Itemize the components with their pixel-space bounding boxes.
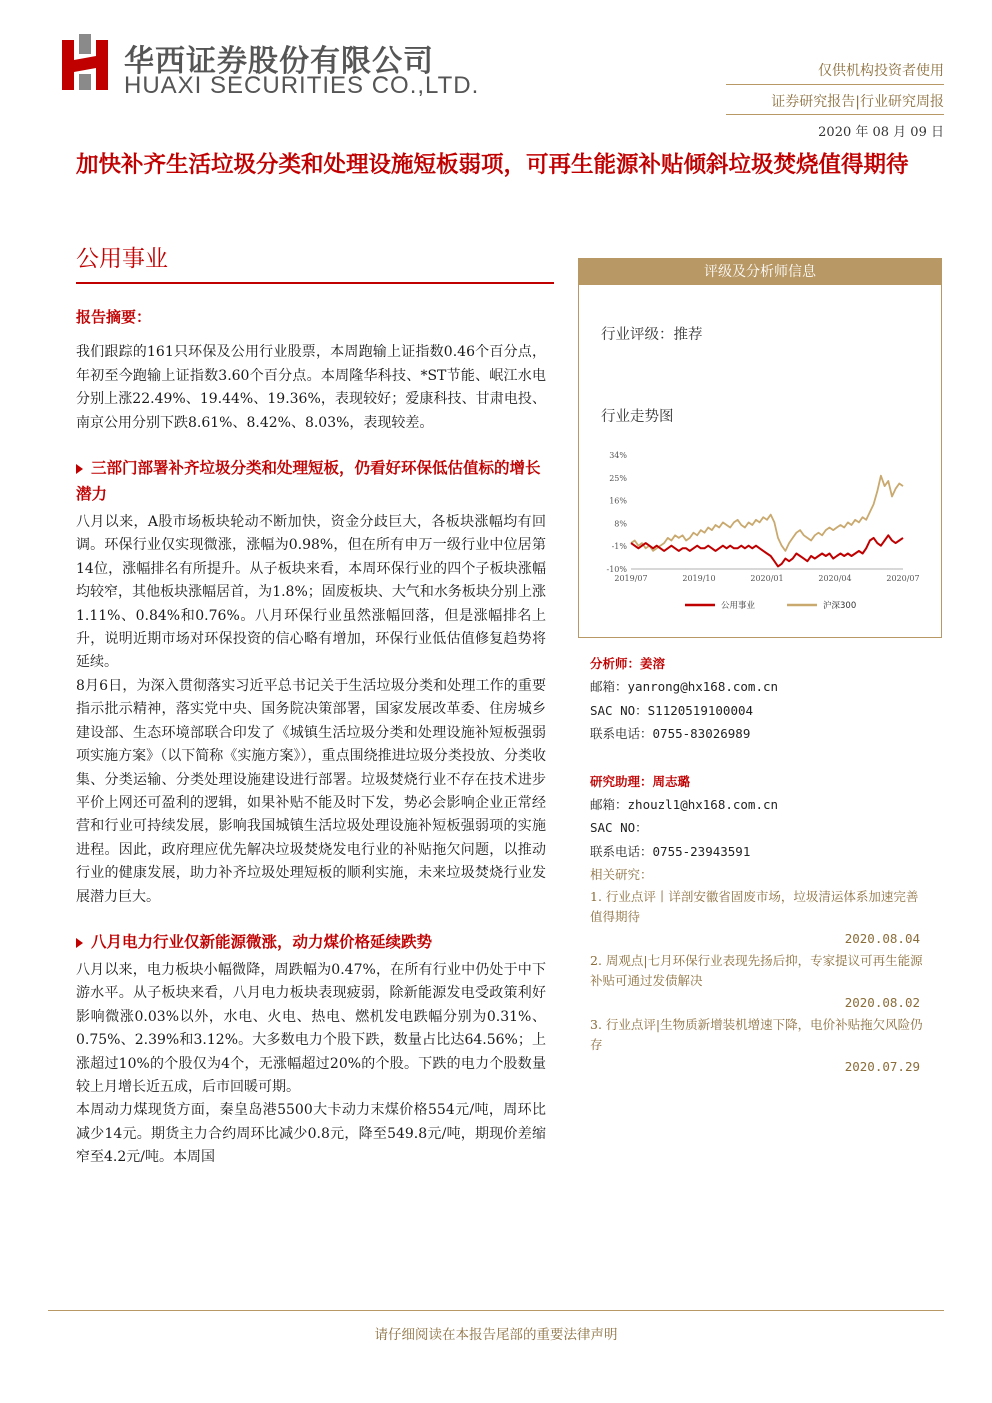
- assistant-email-line: 邮箱：zhouzl1@hx168.com.cn: [590, 797, 779, 813]
- section-heading: 三部门部署补齐垃圾分类和处理短板，仍看好环保低估值标的增长潜力: [76, 458, 541, 504]
- related-label: 相关研究：: [590, 867, 653, 883]
- x-tick-label: 2020/04: [818, 574, 852, 583]
- legal-notice: 请仔细阅读在本报告尾部的重要法律声明: [374, 1327, 618, 1343]
- series-line-csi300: [631, 476, 903, 551]
- legend-label: 公用事业: [721, 601, 756, 611]
- related-date: 2020.07.29: [844, 1058, 920, 1074]
- analyst-email-line: 邮箱：yanrong@hx168.com.cn: [590, 679, 779, 695]
- analyst-email: yanrong@hx168.com.cn: [627, 679, 779, 695]
- report-title: 加快补齐生活垃圾分类和处理设施短板弱项，可再生能源补贴倾斜垃圾焚烧值得期待: [76, 152, 909, 178]
- assistant-name: 研究助理：周志璐: [590, 773, 691, 789]
- trend-chart-label: 行业走势图: [601, 409, 674, 425]
- section-paragraph: 8月6日，为深入贯彻落实习近平总书记关于生活垃圾分类和处理工作的重要指示批示精神，落实党中央、国务院决策部署，国家发展改革委、住房城乡建设部、生态环境部联合印发了《城镇生活垃圾分类和处理设施补短板强弱项实施方案》（以下简称《实施方案》），重点围绕推进垃圾分类投放、分类收集、分类运输、分类处理设施建设进行部署。垃圾焚烧行业不存在技术进步平价上网还可盈利的逻辑，如果补贴不能及时下发，势必会影响企业正常经营和行业可持续发展，影响我国城镇生活垃圾处理设施补短板强弱项的实施进程。因此，政府理应优先解决垃圾焚烧发电行业的补贴拖欠问题，以推动行业的健康发展，助力补齐垃圾处理短板的顺利实施，未来垃圾焚烧行业发展潜力巨大。: [76, 677, 546, 905]
- abstract-label: 报告摘要：: [76, 308, 152, 326]
- abstract-text: 我们跟踪的161只环保及公用行业股票，本周跑输上证指数0.46个百分点，年初至今跑输上证指数3.60个百分点。本周隆华科技、*ST节能、岷江水电分别上涨22.49%、19.44%、19.36%，表现较好；爱康科技、甘肃电投、南京公用分别下跌8.61%、8.42%、8.03%，表现较差。: [76, 344, 546, 431]
- trend-chart: [587, 441, 937, 631]
- section-paragraph: 八月以来，电力板块小幅微降，周跌幅为0.47%，在所有行业中仍处于中下游水平。从子板块来看，八月电力板块表现疲弱，除新能源发电受政策利好影响微涨0.03%以外，水电、火电、热电、燃机发电跌幅分别为0.31%、0.75%、2.39%和3.12%。大多数电力个股下跌，数量占比达64.56%；上涨超过10%的个股仅为4个，无涨幅超过20%的个股。下跌的电力个股数量较上月增长近五成，后市回暖可期。: [76, 961, 546, 1095]
- x-tick-label: 2020/07: [886, 574, 920, 583]
- analyst-info: [590, 652, 930, 1079]
- x-tick-label: 2019/07: [614, 574, 648, 583]
- huaxi-logo-icon: [62, 34, 110, 90]
- report-type: 证券研究报告|行业研究周报: [771, 94, 944, 110]
- analyst-phone-line: 联系电话：0755-83026989: [590, 726, 751, 742]
- sector-name: 公用事业: [76, 246, 168, 272]
- header-divider: [726, 114, 944, 115]
- y-tick-label: -10%: [606, 565, 627, 574]
- related-date: 2020.08.02: [844, 994, 920, 1010]
- company-name-en: HUAXI SECURITIES CO.,LTD.: [124, 72, 480, 99]
- analyst-name: 分析师：姜溶: [590, 656, 666, 671]
- assistant-email: zhouzl1@hx168.com.cn: [627, 797, 779, 813]
- panel-heading: 评级及分析师信息: [579, 259, 941, 285]
- assistant-phone: 0755-23943591: [652, 843, 751, 859]
- y-tick-label: -1%: [611, 542, 627, 552]
- report-date: 2020 年 08 月 09 日: [818, 125, 944, 140]
- rating-value: 推荐: [673, 327, 703, 343]
- sector-divider: [76, 282, 554, 284]
- x-tick-label: 2019/10: [682, 574, 716, 583]
- section-heading: 八月电力行业仅新能源微涨，动力煤价格延续跌势: [76, 929, 546, 955]
- analyst-sac-line: SAC NO：S1120519100004: [590, 702, 754, 718]
- header-divider: [726, 84, 944, 85]
- assistant-sac-line: SAC NO：: [590, 820, 648, 836]
- related-item: 1. 行业点评丨详剖安徽省固废市场，垃圾清运体系加速完善值得期待 2020.08.04: [590, 887, 930, 951]
- triangle-bullet-icon: [76, 464, 83, 474]
- company-name-cn: 华西证券股份有限公司: [124, 44, 434, 79]
- x-tick-label: 2020/01: [750, 574, 784, 583]
- section-paragraph: 八月以来，A股市场板块轮动不断加快，资金分歧巨大，各板块涨幅均有回调。环保行业仅实现微涨，涨幅为0.98%，但在所有申万一级行业中位居第14位，涨幅排名有所提升。从子板块来看，本周环保行业的四个子板块涨幅均较窄，其他板块涨幅居首，为1.8%；固废板块、大气和水务板块分别上涨1.11%、0.84%和0.76%。八月环保行业虽然涨幅回落，但是涨幅排名上升，说明近期市场对环保投资的信心略有增加，环保行业低估值修复趋势将延续。: [76, 514, 546, 671]
- related-item: 3. 行业点评|生物质新增装机增速下降，电价补贴拖欠风险仍存 2020.07.29: [590, 1015, 930, 1079]
- footer-divider: [48, 1310, 944, 1311]
- y-tick-label: 25%: [609, 473, 627, 483]
- y-tick-label: 16%: [609, 496, 627, 506]
- audience-note: 仅供机构投资者使用: [818, 63, 944, 79]
- related-date: 2020.08.04: [844, 930, 920, 946]
- industry-rating: 行业评级：推荐: [601, 327, 703, 343]
- section-paragraph: 本周动力煤现货方面，秦皇岛港5500大卡动力末煤价格554元/吨，周环比减少14元。期货主力合约周环比减少0.8元，降至549.8元/吨，期现价差缩窄至4.2元/吨。本周国: [76, 1102, 546, 1166]
- main-content: [76, 306, 546, 1170]
- triangle-bullet-icon: [76, 938, 83, 948]
- legend-label: 沪深300: [823, 601, 857, 611]
- related-item: 2. 周观点|七月环保行业表现先扬后抑，专家提议可再生能源补贴可通过发债解决 2020.08.02: [590, 951, 930, 1015]
- analyst-phone: 0755-83026989: [652, 726, 751, 742]
- y-tick-label: 34%: [609, 451, 627, 460]
- assistant-phone-line: 联系电话：0755-23943591: [590, 843, 751, 859]
- analyst-sac: S1120519100004: [647, 702, 754, 718]
- y-tick-label: 8%: [614, 519, 627, 529]
- rating-panel: [578, 258, 942, 638]
